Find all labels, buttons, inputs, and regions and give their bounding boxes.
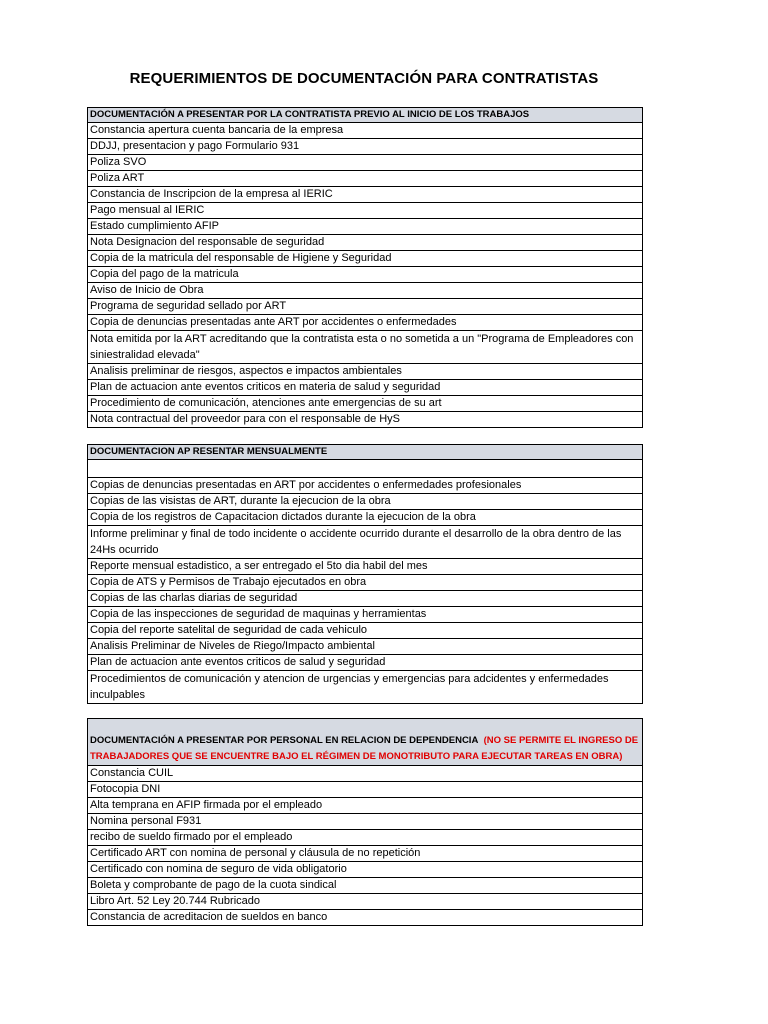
list-item: Constancia de Inscripcion de la empresa al IERIC (88, 187, 643, 203)
table-row (88, 380, 643, 396)
table-row (88, 862, 643, 878)
list-item: Copia de ATS y Permisos de Trabajo ejecutados en obra (88, 575, 643, 591)
table-row (88, 591, 643, 607)
table-row (88, 510, 643, 526)
list-item: Libro Art. 52 Ley 20.744 Rubricado (88, 894, 643, 910)
table-row (88, 559, 643, 575)
list-item: Estado cumplimiento AFIP (88, 219, 643, 235)
table-row (88, 894, 643, 910)
list-item: Copias de denuncias presentadas en ART por accidentes o enfermedades profesionales (88, 478, 643, 494)
table-row (88, 283, 643, 299)
table-row (88, 846, 643, 862)
table-row (88, 639, 643, 655)
list-item: Copia de denuncias presentadas ante ART por accidentes o enfermedades (88, 315, 643, 331)
list-item: Alta temprana en AFIP firmada por el empleado (88, 798, 643, 814)
list-item: Fotocopia DNI (88, 782, 643, 798)
table-row (88, 814, 643, 830)
section-header: DOCUMENTACIÓN A PRESENTAR POR PERSONAL EN RELACION DE DEPENDENCIA (90, 735, 479, 746)
list-item: Boleta y comprobante de pago de la cuota sindical (88, 878, 643, 894)
list-item: Plan de actuacion ante eventos criticos de salud y seguridad (88, 655, 643, 671)
list-item: Copias de las charlas diarias de seguridad (88, 591, 643, 607)
list-item: Copia del reporte satelital de seguridad de cada vehiculo (88, 623, 643, 639)
list-item: Nomina personal F931 (88, 814, 643, 830)
list-item: Programa de seguridad sellado por ART (88, 299, 643, 315)
table-row (88, 478, 643, 494)
list-item: Nota emitida por la ART acreditando que la contratista esta o no sometida a un "Programa de Empleadores con siniestralidad elevada" (88, 331, 643, 364)
table-row (88, 123, 643, 139)
list-item: Constancia apertura cuenta bancaria de la empresa (88, 123, 643, 139)
table-row (88, 203, 643, 219)
table-row (88, 299, 643, 315)
table-row (88, 607, 643, 623)
table-row (88, 671, 643, 704)
list-item: Constancia CUIL (88, 766, 643, 782)
table-row (88, 655, 643, 671)
list-item: Copias de las visistas de ART, durante la ejecucion de la obra (88, 494, 643, 510)
list-item: Reporte mensual estadistico, a ser entregado el 5to dia habil del mes (88, 559, 643, 575)
table-row (88, 910, 643, 926)
table-row (88, 494, 643, 510)
table-row (88, 526, 643, 559)
section-header-row (88, 445, 643, 460)
table-row (88, 412, 643, 428)
table-row (88, 171, 643, 187)
list-item: Analisis preliminar de riesgos, aspectos e impactos ambientales (88, 364, 643, 380)
table-row (88, 798, 643, 814)
section-header: DOCUMENTACION AP RESENTAR MENSUALMENTE (88, 445, 643, 460)
section-header-note: (NO SE PERMITE EL INGRESO DE TRABAJADORES QUE SE ENCUENTRE BAJO EL RÉGIMEN DE MONOTRIBUTO PARA EJECUTAR TAREAS EN OBRA) (90, 735, 639, 762)
list-item: Copia de las inspecciones de seguridad de maquinas y herramientas (88, 607, 643, 623)
table-pre-start-documents (87, 107, 643, 428)
list-item: Informe preliminar y final de todo incidente o accidente ocurrido durante el desarrollo de la obra dentro de las 24Hs ocurrido (88, 526, 643, 559)
list-item: Procedimientos de comunicación y atencion de urgencias y emergencias para adcidentes y enfermedades inculpables (88, 671, 643, 704)
table-row (88, 139, 643, 155)
table-row (88, 623, 643, 639)
table-row (88, 187, 643, 203)
list-item: Procedimiento de comunicación, atenciones ante emergencias de su art (88, 396, 643, 412)
list-item: Pago mensual al IERIC (88, 203, 643, 219)
table-row (88, 575, 643, 591)
list-item: Constancia de acreditacion de sueldos en banco (88, 910, 643, 926)
list-item: Nota contractual del proveedor para con el responsable de HyS (88, 412, 643, 428)
list-item: Analisis Preliminar de Niveles de Riego/Impacto ambiental (88, 639, 643, 655)
table-row (88, 331, 643, 364)
table-row (88, 878, 643, 894)
table-row (88, 315, 643, 331)
table-row (88, 155, 643, 171)
list-item: Certificado ART con nomina de personal y cláusula de no repetición (88, 846, 643, 862)
table-row (88, 235, 643, 251)
section-header-row (88, 719, 643, 766)
table-row (88, 251, 643, 267)
table-row (88, 830, 643, 846)
list-item: Copia del pago de la matricula (88, 267, 643, 283)
page-title: REQUERIMIENTOS DE DOCUMENTACIÓN PARA CONTRATISTAS (129, 70, 599, 87)
list-item: Certificado con nomina de seguro de vida obligatorio (88, 862, 643, 878)
table-row (88, 364, 643, 380)
table-row (88, 396, 643, 412)
list-item: DDJJ, presentacion y pago Formulario 931 (88, 139, 643, 155)
list-item: Plan de actuacion ante eventos criticos en materia de salud y seguridad (88, 380, 643, 396)
list-item: Aviso de Inicio de Obra (88, 283, 643, 299)
section-header-row (88, 108, 643, 123)
section-header-cell (88, 719, 643, 766)
list-item: Poliza SVO (88, 155, 643, 171)
section-header: DOCUMENTACIÓN A PRESENTAR POR LA CONTRATISTA PREVIO AL INICIO DE LOS TRABAJOS (88, 108, 643, 123)
list-item: Nota Designacion del responsable de seguridad (88, 235, 643, 251)
table-row (88, 766, 643, 782)
table-row (88, 782, 643, 798)
table-row (88, 219, 643, 235)
table-row (88, 267, 643, 283)
list-item: Copia de la matricula del responsable de Higiene y Seguridad (88, 251, 643, 267)
list-item: Poliza ART (88, 171, 643, 187)
table-row-empty (88, 460, 643, 478)
list-item: Copia de los registros de Capacitacion dictados durante la ejecucion de la obra (88, 510, 643, 526)
empty-cell (88, 460, 643, 478)
list-item: recibo de sueldo firmado por el empleado (88, 830, 643, 846)
table-monthly-documents (87, 444, 643, 704)
table-employee-documents (87, 718, 643, 926)
